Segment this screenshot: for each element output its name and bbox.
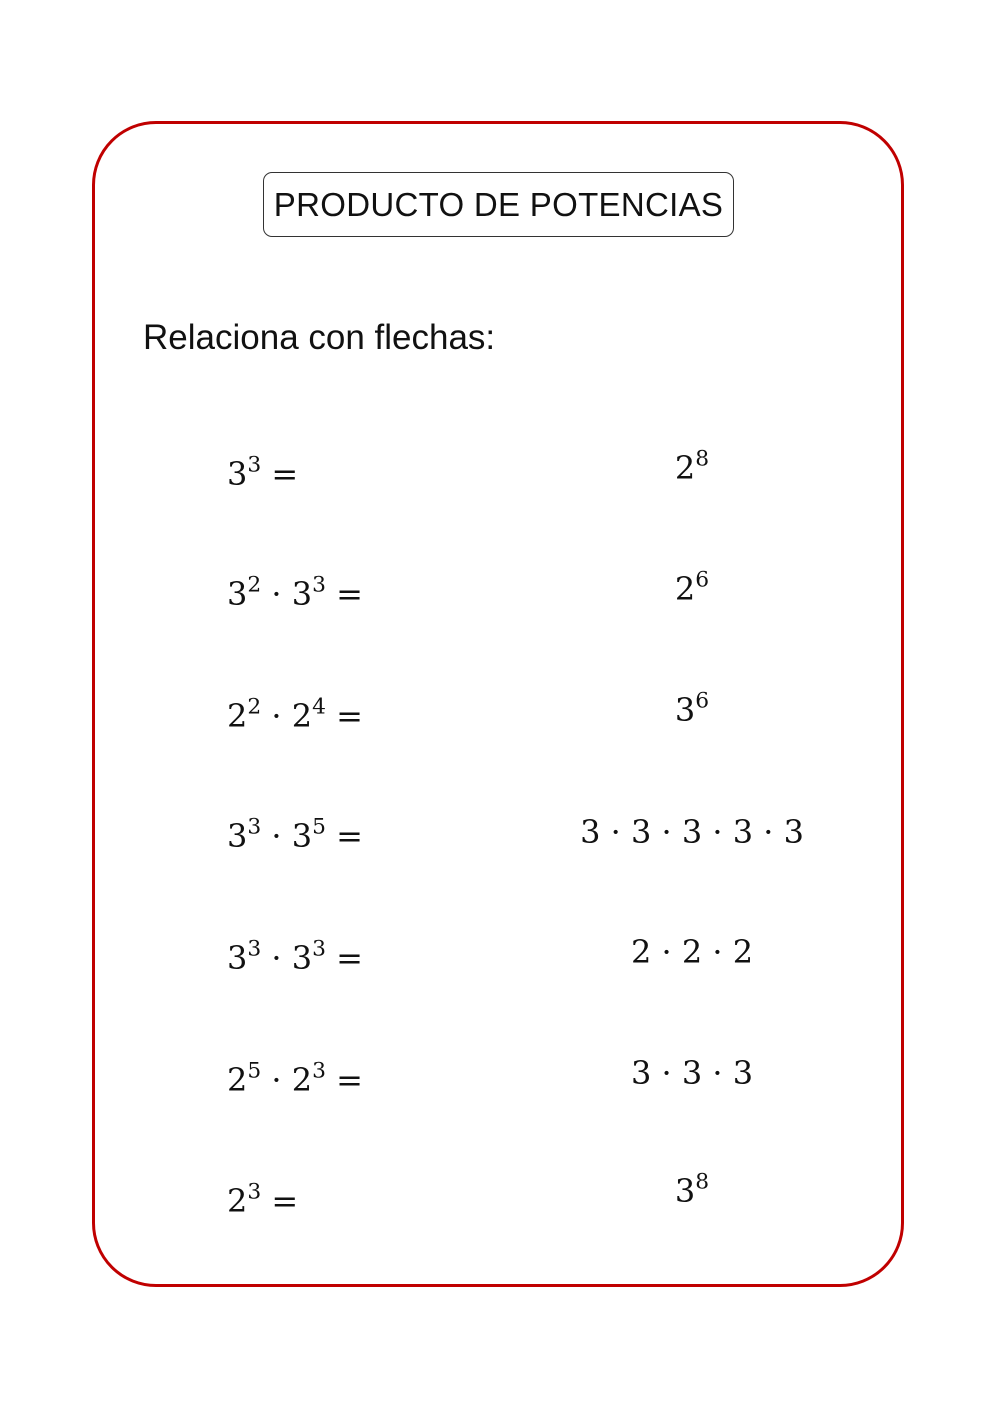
base: 3 bbox=[783, 813, 804, 851]
base: 2 bbox=[227, 697, 248, 735]
right-expression-4 bbox=[492, 813, 892, 851]
right-expression-1 bbox=[492, 446, 892, 487]
multiply-dot: · bbox=[651, 813, 682, 851]
base: 2 bbox=[732, 933, 754, 971]
base: 2 bbox=[674, 570, 696, 608]
base: 2 bbox=[291, 1061, 313, 1099]
exponent: 8 bbox=[695, 446, 710, 472]
exponent: 8 bbox=[695, 1169, 710, 1195]
base: 3 bbox=[630, 813, 652, 851]
multiply-dot: · bbox=[651, 1054, 682, 1092]
right-expression-3 bbox=[492, 688, 892, 729]
exponent: 3 bbox=[247, 814, 262, 840]
multiply-dot: · bbox=[600, 813, 631, 851]
base: 3 bbox=[227, 575, 248, 613]
base: 3 bbox=[630, 1054, 652, 1092]
exponent: 4 bbox=[312, 694, 326, 720]
equals-sign: = bbox=[261, 1182, 299, 1220]
equals-sign: = bbox=[325, 817, 363, 855]
multiply-dot: · bbox=[651, 933, 682, 971]
left-expression-5 bbox=[227, 936, 363, 977]
equals-sign: = bbox=[325, 697, 363, 735]
base: 3 bbox=[291, 939, 313, 977]
base: 3 bbox=[732, 813, 754, 851]
equals-sign: = bbox=[261, 455, 299, 493]
right-expression-7 bbox=[492, 1169, 892, 1210]
right-expression-6 bbox=[492, 1054, 892, 1092]
base: 2 bbox=[681, 933, 703, 971]
base: 3 bbox=[227, 817, 248, 855]
exponent: 5 bbox=[312, 814, 326, 840]
base: 2 bbox=[227, 1061, 248, 1099]
multiply-dot: · bbox=[261, 575, 292, 613]
equals-sign: = bbox=[325, 575, 363, 613]
base: 3 bbox=[291, 817, 313, 855]
base: 3 bbox=[681, 1054, 703, 1092]
equals-sign: = bbox=[325, 939, 363, 977]
multiply-dot: · bbox=[261, 697, 292, 735]
multiply-dot: · bbox=[702, 1054, 733, 1092]
equals-sign: = bbox=[325, 1061, 363, 1099]
base: 3 bbox=[674, 691, 696, 729]
exponent: 3 bbox=[312, 936, 326, 962]
exponent: 6 bbox=[695, 567, 710, 593]
multiply-dot: · bbox=[261, 939, 292, 977]
exponent: 2 bbox=[247, 572, 262, 598]
base: 3 bbox=[227, 455, 248, 493]
instruction-text: Relaciona con flechas: bbox=[143, 318, 496, 357]
left-expression-2 bbox=[227, 572, 363, 613]
left-expression-6 bbox=[227, 1058, 363, 1099]
base: 2 bbox=[227, 1182, 248, 1220]
left-expression-3 bbox=[227, 694, 363, 735]
base: 3 bbox=[227, 939, 248, 977]
base: 2 bbox=[291, 697, 313, 735]
exponent: 6 bbox=[695, 688, 710, 714]
base: 2 bbox=[674, 449, 696, 487]
right-expression-5 bbox=[492, 933, 892, 971]
worksheet-title: PRODUCTO DE POTENCIAS bbox=[263, 172, 734, 237]
left-expression-7 bbox=[227, 1179, 299, 1220]
exponent: 3 bbox=[247, 1179, 262, 1205]
multiply-dot: · bbox=[753, 813, 784, 851]
base: 3 bbox=[291, 575, 313, 613]
base: 3 bbox=[674, 1172, 696, 1210]
exponent: 5 bbox=[247, 1058, 262, 1084]
exponent: 3 bbox=[247, 452, 262, 478]
base: 2 bbox=[630, 933, 652, 971]
exponent: 2 bbox=[247, 694, 262, 720]
base: 3 bbox=[732, 1054, 754, 1092]
exponent: 3 bbox=[312, 1058, 326, 1084]
base: 3 bbox=[681, 813, 703, 851]
multiply-dot: · bbox=[261, 1061, 292, 1099]
exponent: 3 bbox=[312, 572, 326, 598]
multiply-dot: · bbox=[261, 817, 292, 855]
multiply-dot: · bbox=[702, 813, 733, 851]
left-expression-1 bbox=[227, 452, 299, 493]
multiply-dot: · bbox=[702, 933, 733, 971]
base: 3 bbox=[580, 813, 601, 851]
exponent: 3 bbox=[247, 936, 262, 962]
right-expression-2 bbox=[492, 567, 892, 608]
left-expression-4 bbox=[227, 814, 363, 855]
